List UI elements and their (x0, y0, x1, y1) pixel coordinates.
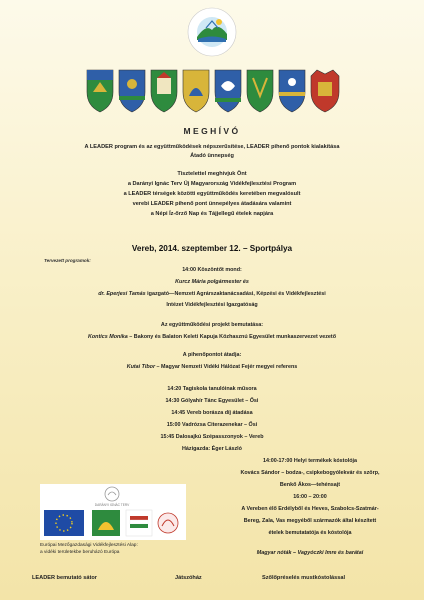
host-line: Házigazda: Éger László (182, 446, 242, 452)
intro-line-4: verebi LEADER pihenő pont ünnepélyes átadására valamint (132, 201, 292, 207)
schedule-item-5: 15:45 Dalosajkú Szépasszonyok – Vereb (160, 434, 264, 440)
program-opening: 14:00 Köszöntőt mond: (182, 267, 242, 273)
schedule-item-3: 14:45 Vereb borásza díj átadása (171, 410, 253, 416)
speaker-2-name: dr. Eperjesi Tamás (98, 291, 146, 297)
schedule-item-4: 15:00 Vadrózsa Citerazenekar – Ősi (166, 422, 258, 428)
shield-4-icon (183, 70, 209, 112)
handover-person (0, 364, 424, 370)
daranyi-logo-label: DARÁNYI IGNÁC TERV (94, 503, 130, 507)
shield-3-icon (151, 70, 177, 112)
handover-role: – Magyar Nemzeti Vidéki Hálózat Fejér megyei referens (155, 364, 298, 370)
handover-name: Kutai Tibor (126, 364, 156, 370)
municipality-shields-row (85, 66, 341, 114)
project-presentation-label: Az együttműködési projekt bemutatása: (160, 322, 264, 328)
evening-desc-1: A Vereben élő Erdélyből és Heves, Szabolcs-Szatmár- (241, 506, 379, 512)
eu-flag-icon (44, 510, 84, 536)
subtitle-line-1: A LEADER program és az együttműködések népszerűsítése, LEADER pihenő pontok kialakítása (84, 144, 340, 150)
daranyi-ignac-logo-icon (95, 487, 130, 507)
program-speaker-1: Kurcz Mária polgármester és (175, 279, 249, 285)
evening-desc-3: ételek bemutatatója és kóstolója (268, 530, 352, 536)
eu-caption-line-1: Európai Mezőgazdasági Vidékfejlesztési Alap: (40, 543, 138, 548)
intro-line-3: a LEADER térségek közötti együttműködés keretében megvalósult (123, 191, 301, 197)
leader-logo-icon (92, 510, 120, 536)
footer-item-playhouse: Játszóház (175, 575, 202, 581)
intro-line-1: Tisztelettel meghívjuk Önt (177, 171, 247, 177)
program-speaker-2 (0, 291, 424, 297)
hungary-logo-icon (126, 510, 152, 536)
evening-desc-2: Bereg, Zala, Vas megyéből származók által készített (243, 518, 377, 524)
shield-7-icon (279, 70, 305, 112)
tasting-producer-1: Kovács Sándor – bodza-, csipkebogyólekvár és szörp, (240, 470, 380, 476)
music-line: Magyar nóták – Vagyóczki Imre és barátai (256, 550, 364, 556)
handover-label: A pihenőpontot átadja: (182, 352, 242, 358)
footer-item-leader-tent: LEADER bemutató sátor (32, 575, 97, 581)
shield-2-icon (119, 70, 145, 112)
subtitle-line-2: Átadó ünnepség (190, 153, 234, 159)
presenter-role: – Bakony és Balaton Keleti Kapuja Közhasznú Egyesület munkaszervezet vezető (127, 334, 337, 340)
eu-caption (40, 543, 220, 556)
eu-logos-box (40, 484, 186, 540)
program-speaker-2-org: Intézet Vidékfejlesztési Igazgatóság (166, 302, 258, 308)
shield-5-icon (215, 70, 241, 112)
agrar-logo-icon (158, 513, 178, 533)
tasting-time: 14:00-17:00 Helyi termékek kóstolója (262, 458, 358, 464)
tasting-producer-2: Benkő Ákos—tehénsajt (279, 482, 341, 488)
shield-8-icon (311, 70, 339, 112)
intro-line-2: a Darányi Ignác Terv Új Magyarország Vidékfejlesztési Program (127, 181, 297, 187)
evening-time: 16:00 – 20:00 (293, 494, 327, 500)
presenter-name: Kontics Monika (87, 334, 128, 340)
event-date-location: Vereb, 2014. szeptember 12. – Sportpálya (131, 244, 293, 253)
program-label: Tervezett programok: (44, 258, 91, 263)
intro-line-5: a Népi Íz-őrző Nap és Tájjellegű ételek napjára (150, 211, 274, 217)
shield-1-icon (87, 70, 113, 112)
association-logo (186, 4, 238, 64)
project-presenter (0, 334, 424, 340)
page-title: MEGHÍVÓ (183, 126, 241, 136)
speaker-2-role: igazgató—Nemzeti Agrárszaktanácsadási, Képzési és Vidékfejlesztési (145, 291, 326, 297)
footer-item-grape-pressing: Szőlőpréselés mustkóstolással (262, 575, 346, 581)
schedule-item-1: 14:20 Tagiskola tanulóinak műsora (167, 386, 257, 392)
funding-logos (40, 484, 186, 540)
shield-6-icon (247, 70, 273, 112)
schedule-item-2: 14:30 Gólyahír Tánc Egyesület – Ősi (165, 398, 259, 404)
eu-caption-line-2: a vidéki területekbe beruházó Európa (40, 549, 120, 555)
